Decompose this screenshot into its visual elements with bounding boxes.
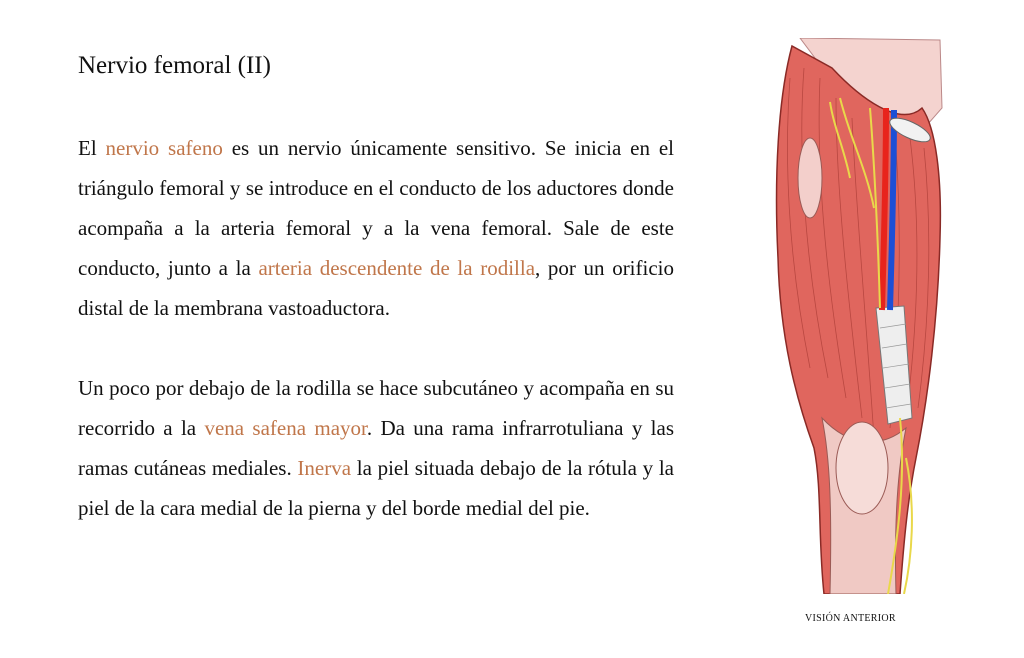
text-span: la piel situada debajo de la rótula y la piel de la cara medial de la pierna y del borde medial del pie. [78, 456, 674, 520]
figure-caption: VISIÓN ANTERIOR [805, 613, 896, 624]
link-nervio-safeno[interactable]: nervio safeno [105, 136, 223, 160]
text-span: , por un orificio distal de la membrana vastoaductora. [78, 256, 675, 320]
body-text [78, 128, 674, 528]
link-inerva[interactable]: Inerva [297, 456, 352, 480]
link-vena-safena-mayor[interactable]: vena safena mayor [204, 416, 367, 440]
text-span: El [78, 136, 106, 160]
paragraph-2 [78, 368, 674, 528]
text-span: es un nervio únicamente sensitivo. Se inicia en el triángulo femoral y se introduce en el conducto de los aductores donde acompaña a la arteria femoral y a la vena femoral. Sale de este conducto, junto a la [78, 136, 674, 280]
thigh-anatomy-illustration [770, 38, 946, 594]
paragraph-1 [78, 128, 674, 328]
text-span: Un poco por debajo de la rodilla se hace subcutáneo y acompaña en su recorrido a la [78, 376, 674, 440]
text-span: . Da una rama infrarrotuliana y las ramas cutáneas mediales. [78, 416, 674, 480]
link-arteria-descendente[interactable]: arteria descendente de la rodilla [258, 256, 536, 280]
page-title: Nervio femoral (II) [78, 52, 271, 79]
